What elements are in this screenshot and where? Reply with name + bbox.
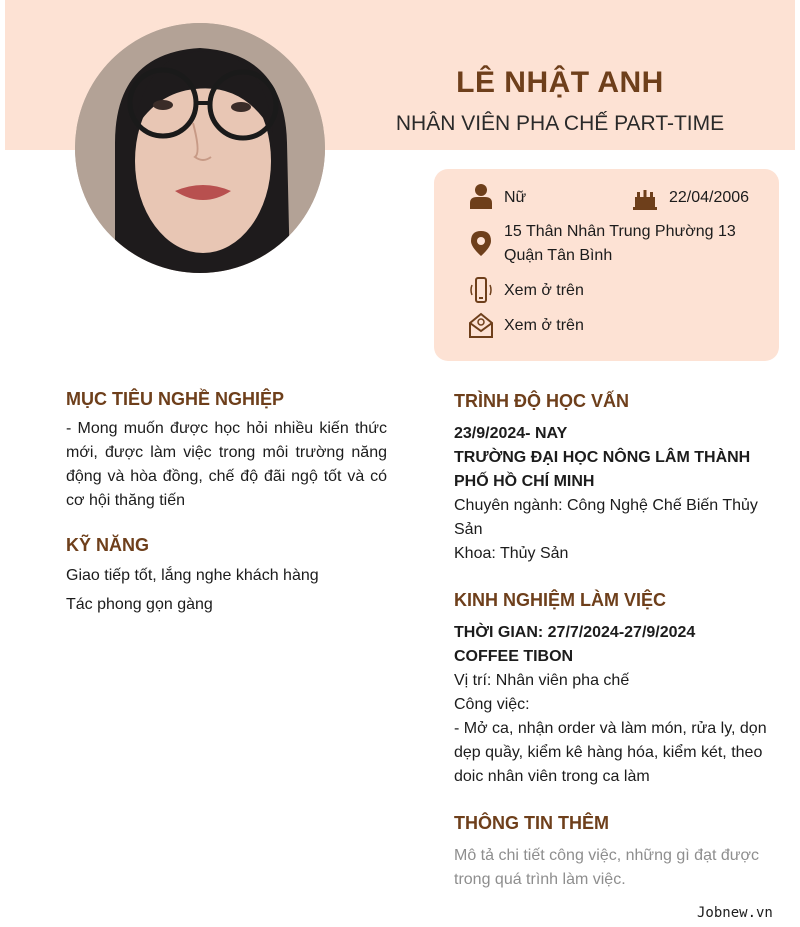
education-school: TRƯỜNG ĐẠI HỌC NÔNG LÂM THÀNH PHỐ HỒ CHÍ MINH: [454, 449, 751, 490]
avatar: [75, 23, 325, 273]
additional-info-placeholder: Mô tả chi tiết công việc, những gì đạt được trong quá trình làm việc.: [454, 847, 759, 888]
candidate-name: LÊ NHẬT ANH: [456, 66, 664, 99]
birthday-value: 22/04/2006: [669, 189, 750, 206]
experience-role: Vị trí: Nhân viên pha chế: [454, 672, 630, 689]
education-heading: TRÌNH ĐỘ HỌC VẤN: [454, 391, 629, 411]
experience-period: THỜI GIAN: 27/7/2024-27/9/2024: [454, 624, 696, 641]
skills-heading: KỸ NĂNG: [66, 535, 150, 555]
additional-info-heading: THÔNG TIN THÊM: [454, 813, 609, 833]
education-major: Chuyên ngành: Công Nghệ Chế Biến Thủy Sản: [454, 497, 758, 538]
skill-item: Tác phong gọn gàng: [66, 596, 213, 613]
experience-tasks-label: Công việc:: [454, 696, 530, 713]
address-line-2: Quận Tân Bình: [504, 247, 613, 264]
education-period: 23/9/2024- NAY: [454, 425, 568, 442]
education-faculty: Khoa: Thủy Sản: [454, 545, 569, 562]
objective-heading: MỤC TIÊU NGHỀ NGHIỆP: [66, 389, 285, 409]
email-envelope-icon: [468, 312, 494, 338]
phone-icon: [468, 277, 494, 303]
experience-heading: KINH NGHIỆM LÀM VIỆC: [454, 590, 667, 610]
birthday-cake-icon: [632, 184, 658, 210]
address-line-1: 15 Thân Nhân Trung Phường 13: [504, 223, 736, 240]
phone-value: Xem ở trên: [504, 282, 584, 299]
location-pin-icon: [468, 230, 494, 256]
experience-company: COFFEE TIBON: [454, 648, 574, 665]
gender-value: Nữ: [504, 189, 527, 206]
objective-text: - Mong muốn được học hỏi nhiều kiến thức mới, được làm việc trong môi trường năng động và hòa đồng, chế độ đãi ngộ tốt và có cơ hội thăng tiến: [66, 420, 387, 509]
email-value: Xem ở trên: [504, 317, 584, 334]
person-icon: [468, 183, 494, 209]
brand-watermark: Jobnew.vn: [697, 905, 773, 921]
experience-tasks: - Mở ca, nhận order và làm món, rửa ly, dọn dẹp quầy, kiểm kê hàng hóa, kiểm két, theo doic nhân viên trong ca làm: [454, 720, 767, 785]
skill-item: Giao tiếp tốt, lắng nghe khách hàng: [66, 567, 319, 584]
job-title: NHÂN VIÊN PHA CHẾ PART-TIME: [395, 112, 725, 135]
